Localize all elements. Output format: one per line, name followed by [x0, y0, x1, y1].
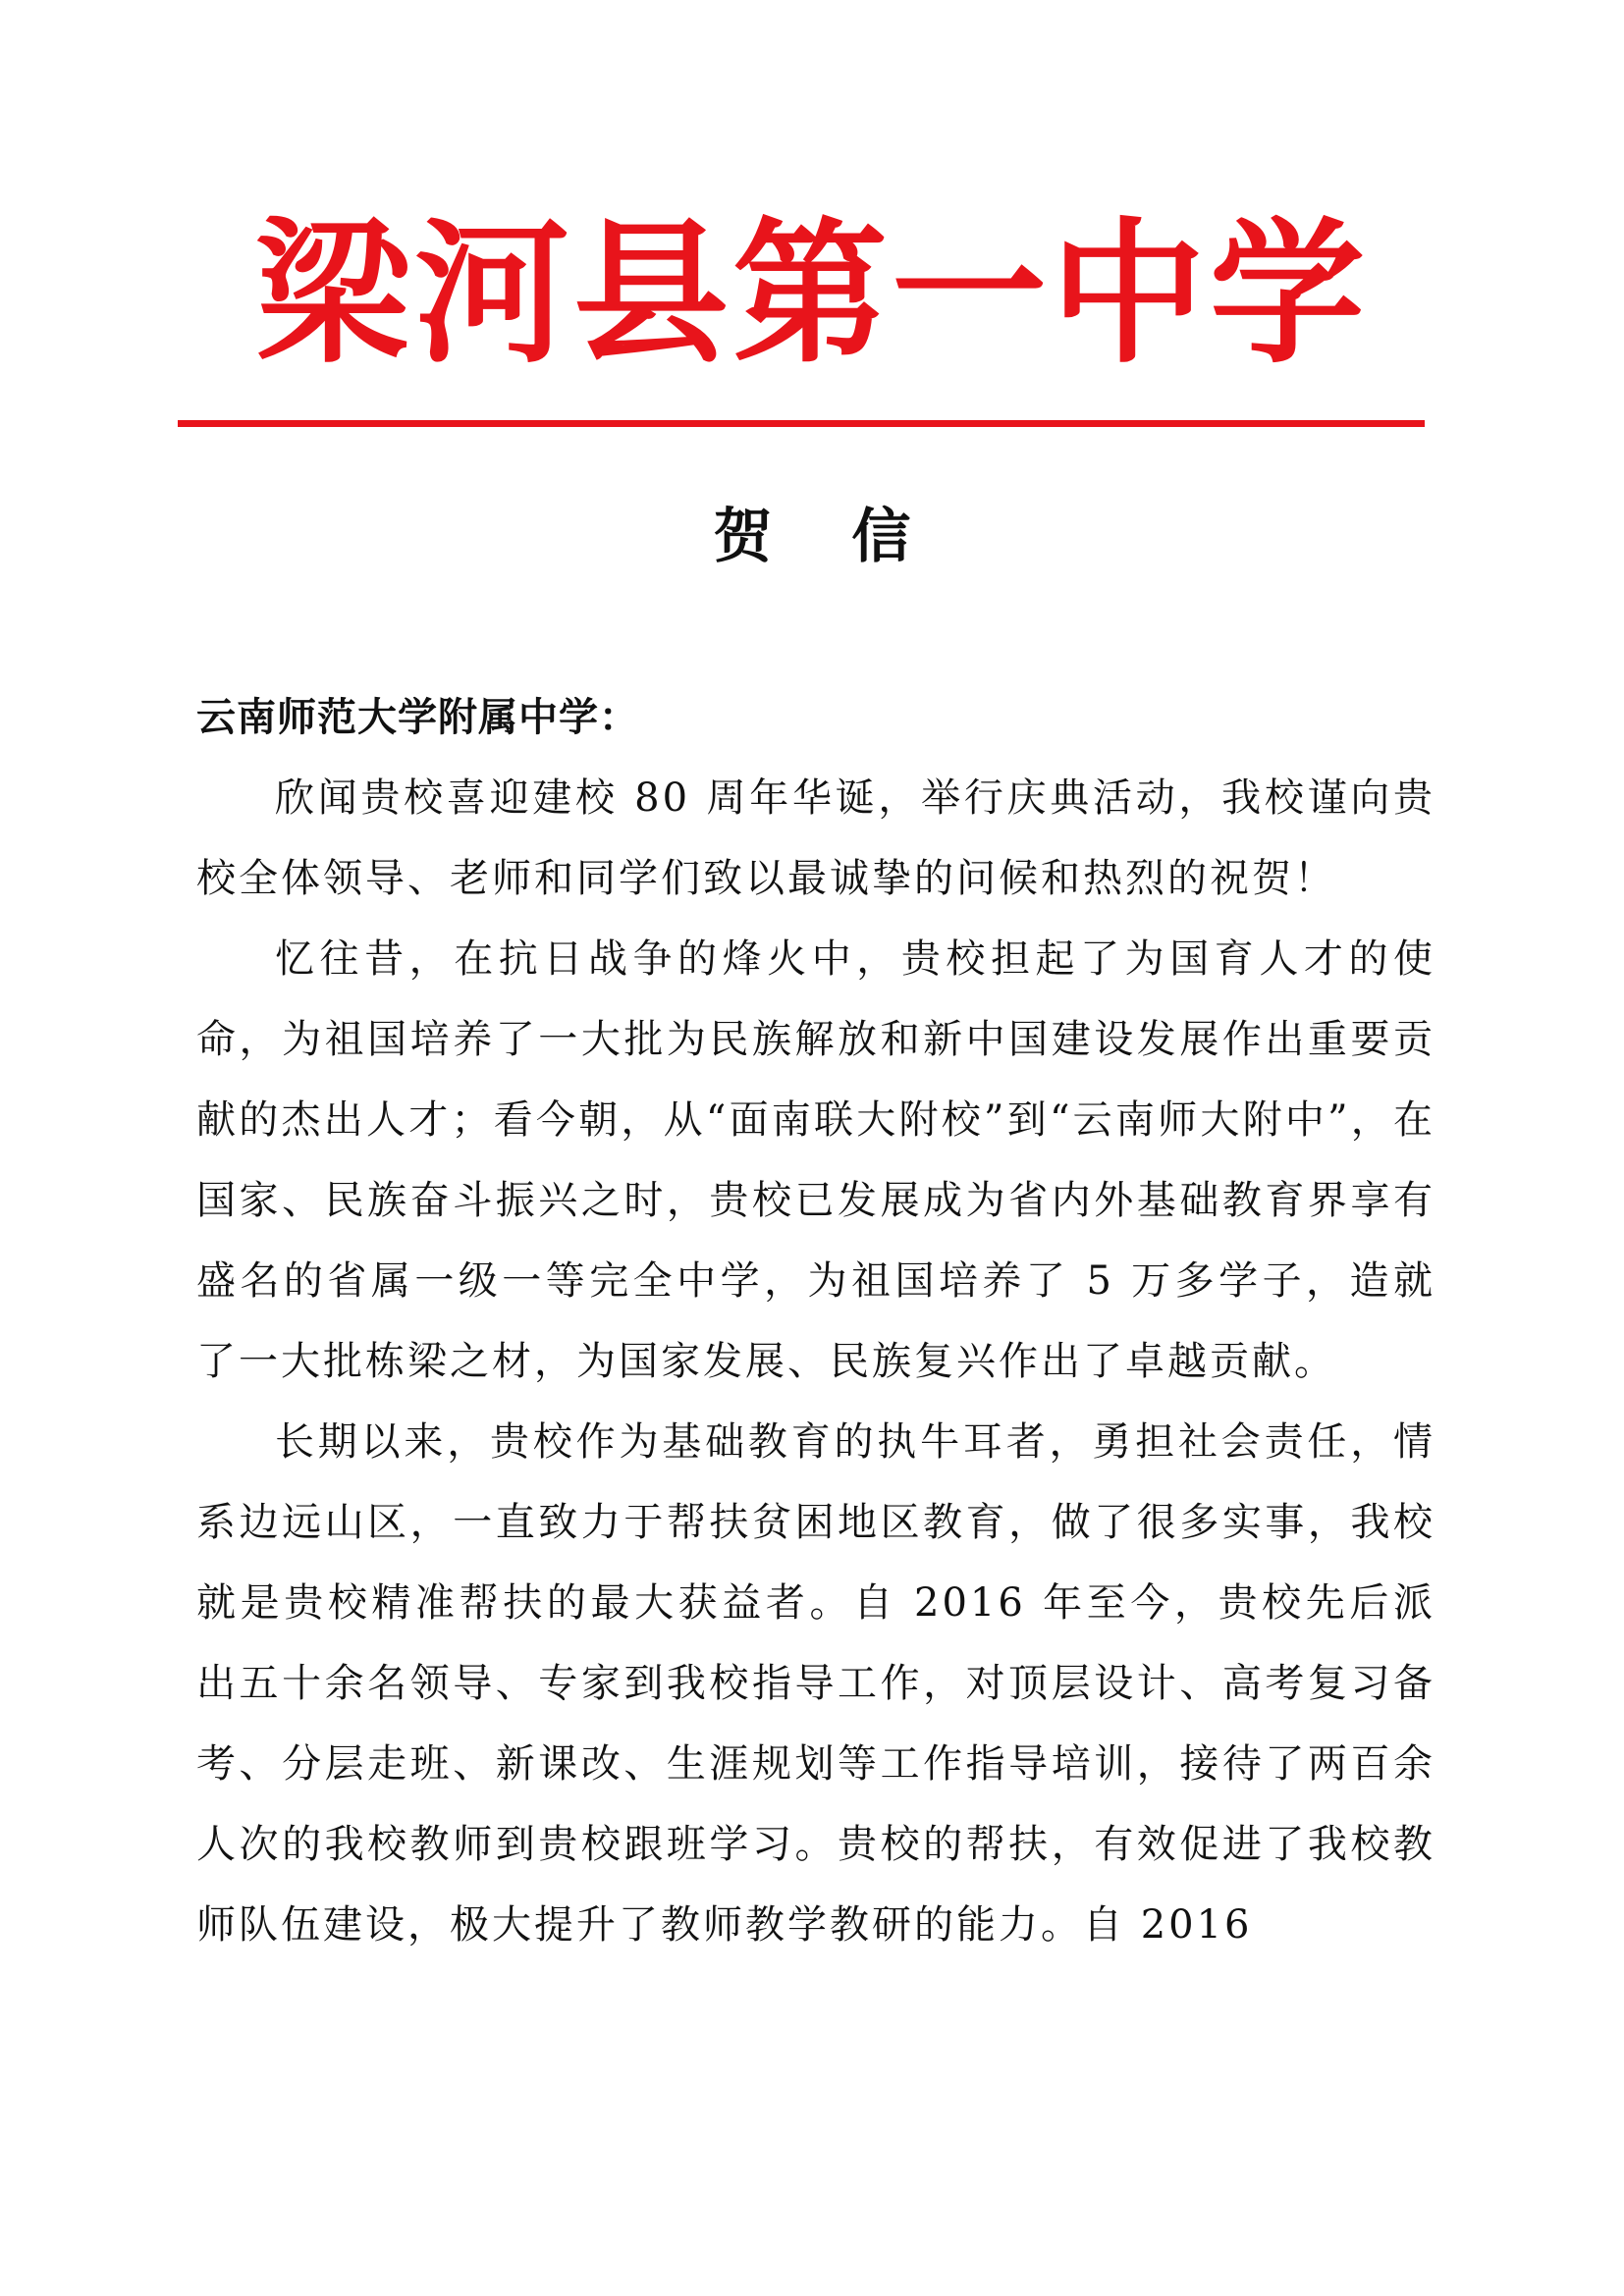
paragraph-history: 忆往昔，在抗日战争的烽火中，贵校担起了为国育人才的使命，为祖国培养了一大批为民族解放和新中国建设发展作出重要贡献的杰出人才；看今朝，从“面南联大附校”到“云南师大附中”，在国家、民族奋斗振兴之时，贵校已发展成为省内外基础教育界享有盛名的省属一级一等完全中学，为祖国培养了 5 万多学子，造就了一大批栋梁之材，为国家发展、民族复兴作出了卓越贡献。 [196, 936, 1435, 1384]
letterhead-title: 梁河县第一中学 [255, 203, 1369, 385]
paragraph-congratulations: 欣闻贵校喜迎建校 80 周年华诞，举行庆典活动，我校谨向贵校全体领导、老师和同学们致以最诚挚的问候和热烈的祝贺！ [196, 775, 1435, 901]
paragraph-assistance: 长期以来，贵校作为基础教育的执牛耳者，勇担社会责任，情系边远山区，一直致力于帮扶贫困地区教育，做了很多实事，我校就是贵校精准帮扶的最大获益者。自 2016 年至今，贵校先后派出五十余名领导、专家到我校指导工作，对顶层设计、高考复习备考、分层走班、新课改、生涯规划等工作指导培训，接待了两百余人次的我校教师到贵校跟班学习。贵校的帮扶，有效促进了我校教师队伍建设，极大提升了教师教学教研的能力。自 2016 [196, 1419, 1435, 1948]
letter-body [196, 677, 1435, 1965]
salutation: 云南师范大学附属中学： [196, 694, 639, 740]
letter-title: 贺 信 [713, 503, 941, 571]
letterhead-divider [178, 420, 1425, 427]
